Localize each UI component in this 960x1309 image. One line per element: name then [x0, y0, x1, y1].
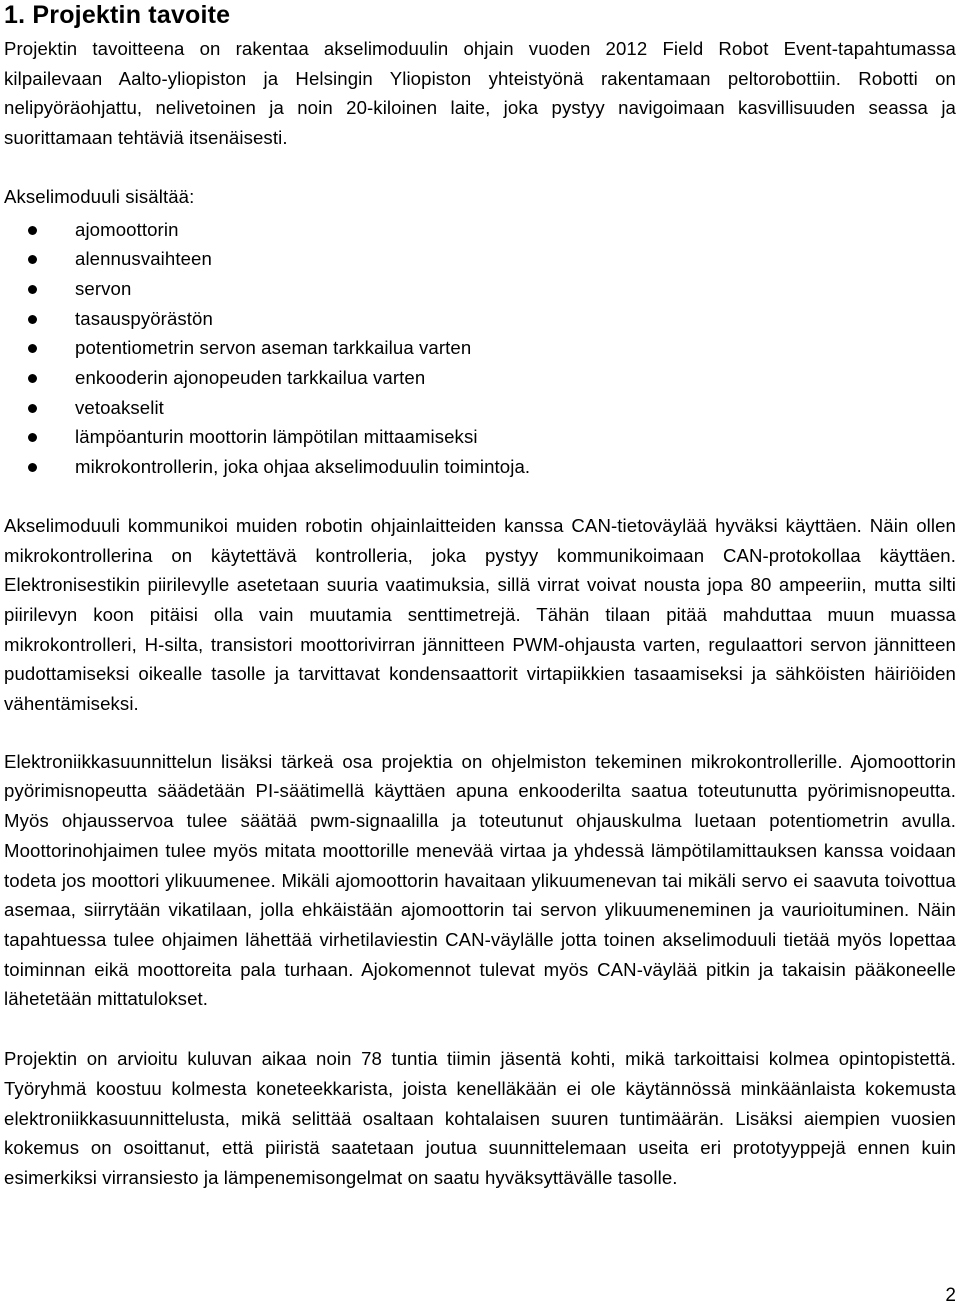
- page-number: 2: [945, 1285, 956, 1306]
- list-item: [4, 452, 956, 482]
- list-item-text: mikrokontrollerin, joka ohjaa akselimoduulin toimintoja.: [75, 456, 531, 478]
- list-item: [4, 215, 956, 245]
- list-item: [4, 422, 956, 452]
- section-heading: 1. Projektin tavoite: [4, 1, 231, 29]
- bullet-icon: [28, 374, 37, 383]
- bullet-icon: [28, 463, 37, 472]
- workload-paragraph: Projektin on arvioitu kuluvan aikaa noin 78 tuntia tiimin jäsentä kohti, mikä tarkoittaisi kolmea opintopistettä. Työryhmä koostuu kolmesta koneteekkarista, joista kenelläkään ei ole käytännössä minkäänlaista kokemusta elektroniikkasuunnittelusta, mikä selittää osaltaan kohtalaisen suuren tuntimäärän. Lisäksi aiempien vuosien kokemus on osoittanut, että piiristä saatetaan joutua suunnittelemaan useita eri prototyyppejä ennen kuin esimerkiksi virransiesto ja lämpenemisongelmat on saatu hyväksyttävälle tasolle.: [4, 1048, 956, 1188]
- list-item-text: potentiometrin servon aseman tarkkailua varten: [75, 337, 472, 359]
- list-item: [4, 333, 956, 363]
- list-item: [4, 363, 956, 393]
- bullet-icon: [28, 344, 37, 353]
- list-item-text: ajomoottorin: [75, 218, 179, 240]
- list-item-text: tasauspyörästön: [75, 307, 213, 329]
- list-item: [4, 274, 956, 304]
- list-item-text: lämpöanturin moottorin lämpötilan mittaamiseksi: [75, 426, 478, 448]
- software-paragraph: Elektroniikkasuunnittelun lisäksi tärkeä osa projektia on ohjelmiston tekeminen mikrokontrollerille. Ajomoottorin pyörimisnopeutta säädetään PI-säätimellä käyttäen apuna enkooderilta saatua toteutunutta pyörimisnopeutta. Myös ohjausservoa tulee säätää pwm-signaalilla ja toteutunut ohjauskulma luetaan potentiometrin avulla. Moottorinohjaimen tulee myös mitata moottorille menevää virtaa ja yhdessä lämpötilamittauksen kanssa voidaan todeta jos moottori ylikuumenee. Mikäli ajomoottorin havaitaan ylikuumenevan tai mikäli servo ei saavuta toivottua asemaa, siirrytään vikatilaan, jolla ehkäistään ajomoottorin tai servon ylikuumeneminen ja vaurioituminen. Näin tapahtuessa tulee ohjaimen lähettää virhetilaviestin CAN-väylälle jotta toinen akselimoduuli tietää myös lopettaa toiminnan eikä moottoreita pala turhaan. Ajokomennot tulevat myös CAN-väylää pitkin ja takaisin pääkoneelle lähetetään mittatulokset.: [4, 750, 956, 1010]
- list-item: [4, 393, 956, 423]
- list-item-text: servon: [75, 277, 132, 299]
- list-item: [4, 304, 956, 334]
- bullet-icon: [28, 255, 37, 264]
- document-page: [4, 0, 956, 1193]
- bullet-icon: [28, 315, 37, 324]
- bullet-icon: [28, 226, 37, 235]
- list-item: [4, 244, 956, 274]
- can-bus-paragraph: Akselimoduuli kommunikoi muiden robotin ohjainlaitteiden kanssa CAN-tietoväylää hyväksi käyttäen. Näin ollen mikrokontrollerina on käytettävä kontrolleria, joka pystyy kommunikoimaan CAN-protokollaa käyttäen. Elektronisestikin piirilevylle asetetaan suuria vaatimuksia, sillä virrat voivat nousta jopa 80 ampeeriin, mutta silti piirilevyn koon pitäisi olla vain muutamia senttimetrejä. Tähän tilaan pitää mahduttaa muun muassa mikrokontrolleri, H-silta, transistori moottorivirran jännitteen PWM-ohjausta varten, regulaattori servon jännitteen pudottamiseksi oikealle tasolle ja tarvittavat kondensaattorit virtapiikkien tasaamiseksi ja sähköisten häiriöiden vähentämiseksi.: [4, 514, 956, 715]
- list-item-text: enkooderin ajonopeuden tarkkailua varten: [75, 367, 426, 389]
- list-intro: Akselimoduuli sisältää:: [4, 185, 195, 207]
- list-item-text: alennusvaihteen: [75, 248, 212, 270]
- component-list: [4, 215, 956, 482]
- list-item-text: vetoakselit: [75, 396, 164, 418]
- bullet-icon: [28, 404, 37, 413]
- intro-paragraph: Projektin tavoitteena on rakentaa akselimoduulin ohjain vuoden 2012 Field Robot Event-tapahtumassa kilpailevaan Aalto-yliopiston ja Helsingin Yliopiston yhteistyönä rakentamaan peltorobottiin. Robotti on nelipyöräohjattu, nelivetoinen ja noin 20-kiloinen laite, joka pystyy navigoimaan kasvillisuuden seassa ja suorittamaan tehtäviä itsenäisesti.: [4, 38, 956, 149]
- bullet-icon: [28, 433, 37, 442]
- bullet-icon: [28, 285, 37, 294]
